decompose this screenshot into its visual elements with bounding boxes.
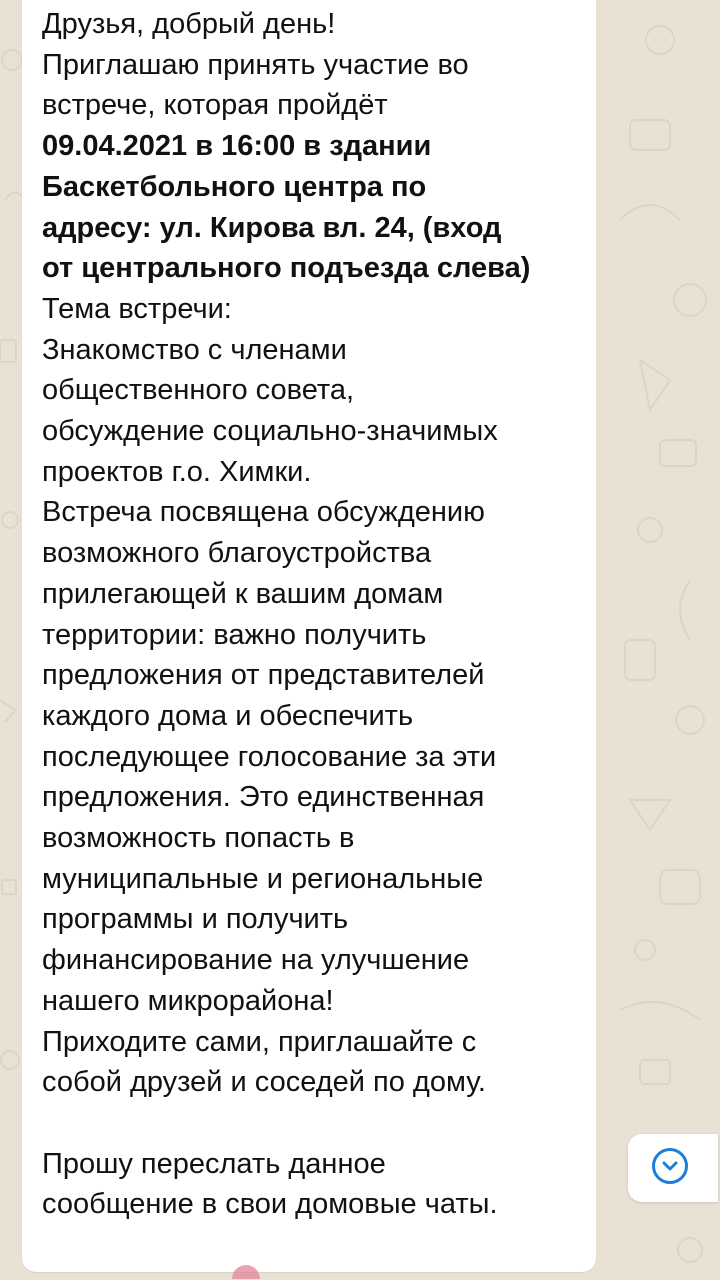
message-line: Баскетбольного центра по bbox=[42, 170, 427, 203]
message-line: территории: важно получить bbox=[42, 618, 427, 651]
message-line: Встреча посвящена обсуждению bbox=[42, 496, 485, 529]
message-line: прилегающей к вашим домам bbox=[42, 577, 444, 610]
message-line: последующее голосование за эти bbox=[42, 740, 497, 773]
message-line: собой друзей и соседей по дому. bbox=[42, 1066, 486, 1099]
message-line bbox=[42, 1103, 590, 1144]
message-line: адресу: ул. Кирова вл. 24, (вход bbox=[42, 211, 502, 244]
message-line: муниципальные и региональные bbox=[42, 862, 484, 895]
message-line: Прошу переслать данное bbox=[42, 1147, 386, 1180]
message-line: 09.04.2021 в 16:00 в здании bbox=[42, 130, 432, 163]
message-line: возможность попасть в bbox=[42, 822, 355, 855]
scroll-to-bottom-button[interactable] bbox=[628, 1134, 718, 1202]
message-line: предложения от представителей bbox=[42, 659, 485, 692]
chevron-down-circle-icon bbox=[652, 1148, 688, 1184]
message-line: финансирование на улучшение bbox=[42, 944, 470, 977]
message-line: возможного благоустройства bbox=[42, 537, 432, 570]
message-line: Приходите сами, приглашайте с bbox=[42, 1025, 477, 1058]
message-line: Приглашаю принять участие во bbox=[42, 48, 469, 81]
message-line: от центрального подъезда слева) bbox=[42, 252, 531, 285]
message-line: Знакомство с членами bbox=[42, 333, 347, 366]
message-line: проектов г.о. Химки. bbox=[42, 455, 312, 488]
message-line: встрече, которая пройдёт bbox=[42, 89, 388, 122]
message-line: обсуждение социально-значимых bbox=[42, 415, 498, 448]
message-line: сообщение в свои домовые чаты. bbox=[42, 1188, 498, 1221]
message-text bbox=[42, 4, 590, 1225]
message-line: общественного совета, bbox=[42, 374, 355, 407]
message-line: предложения. Это единственная bbox=[42, 781, 485, 814]
message-line: Друзья, добрый день! bbox=[42, 8, 336, 40]
message-line: программы и получить bbox=[42, 903, 349, 936]
message-line: каждого дома и обеспечить bbox=[42, 699, 414, 732]
message-line: нашего микрорайона! bbox=[42, 984, 334, 1017]
message-line: Тема встречи: bbox=[42, 292, 232, 325]
